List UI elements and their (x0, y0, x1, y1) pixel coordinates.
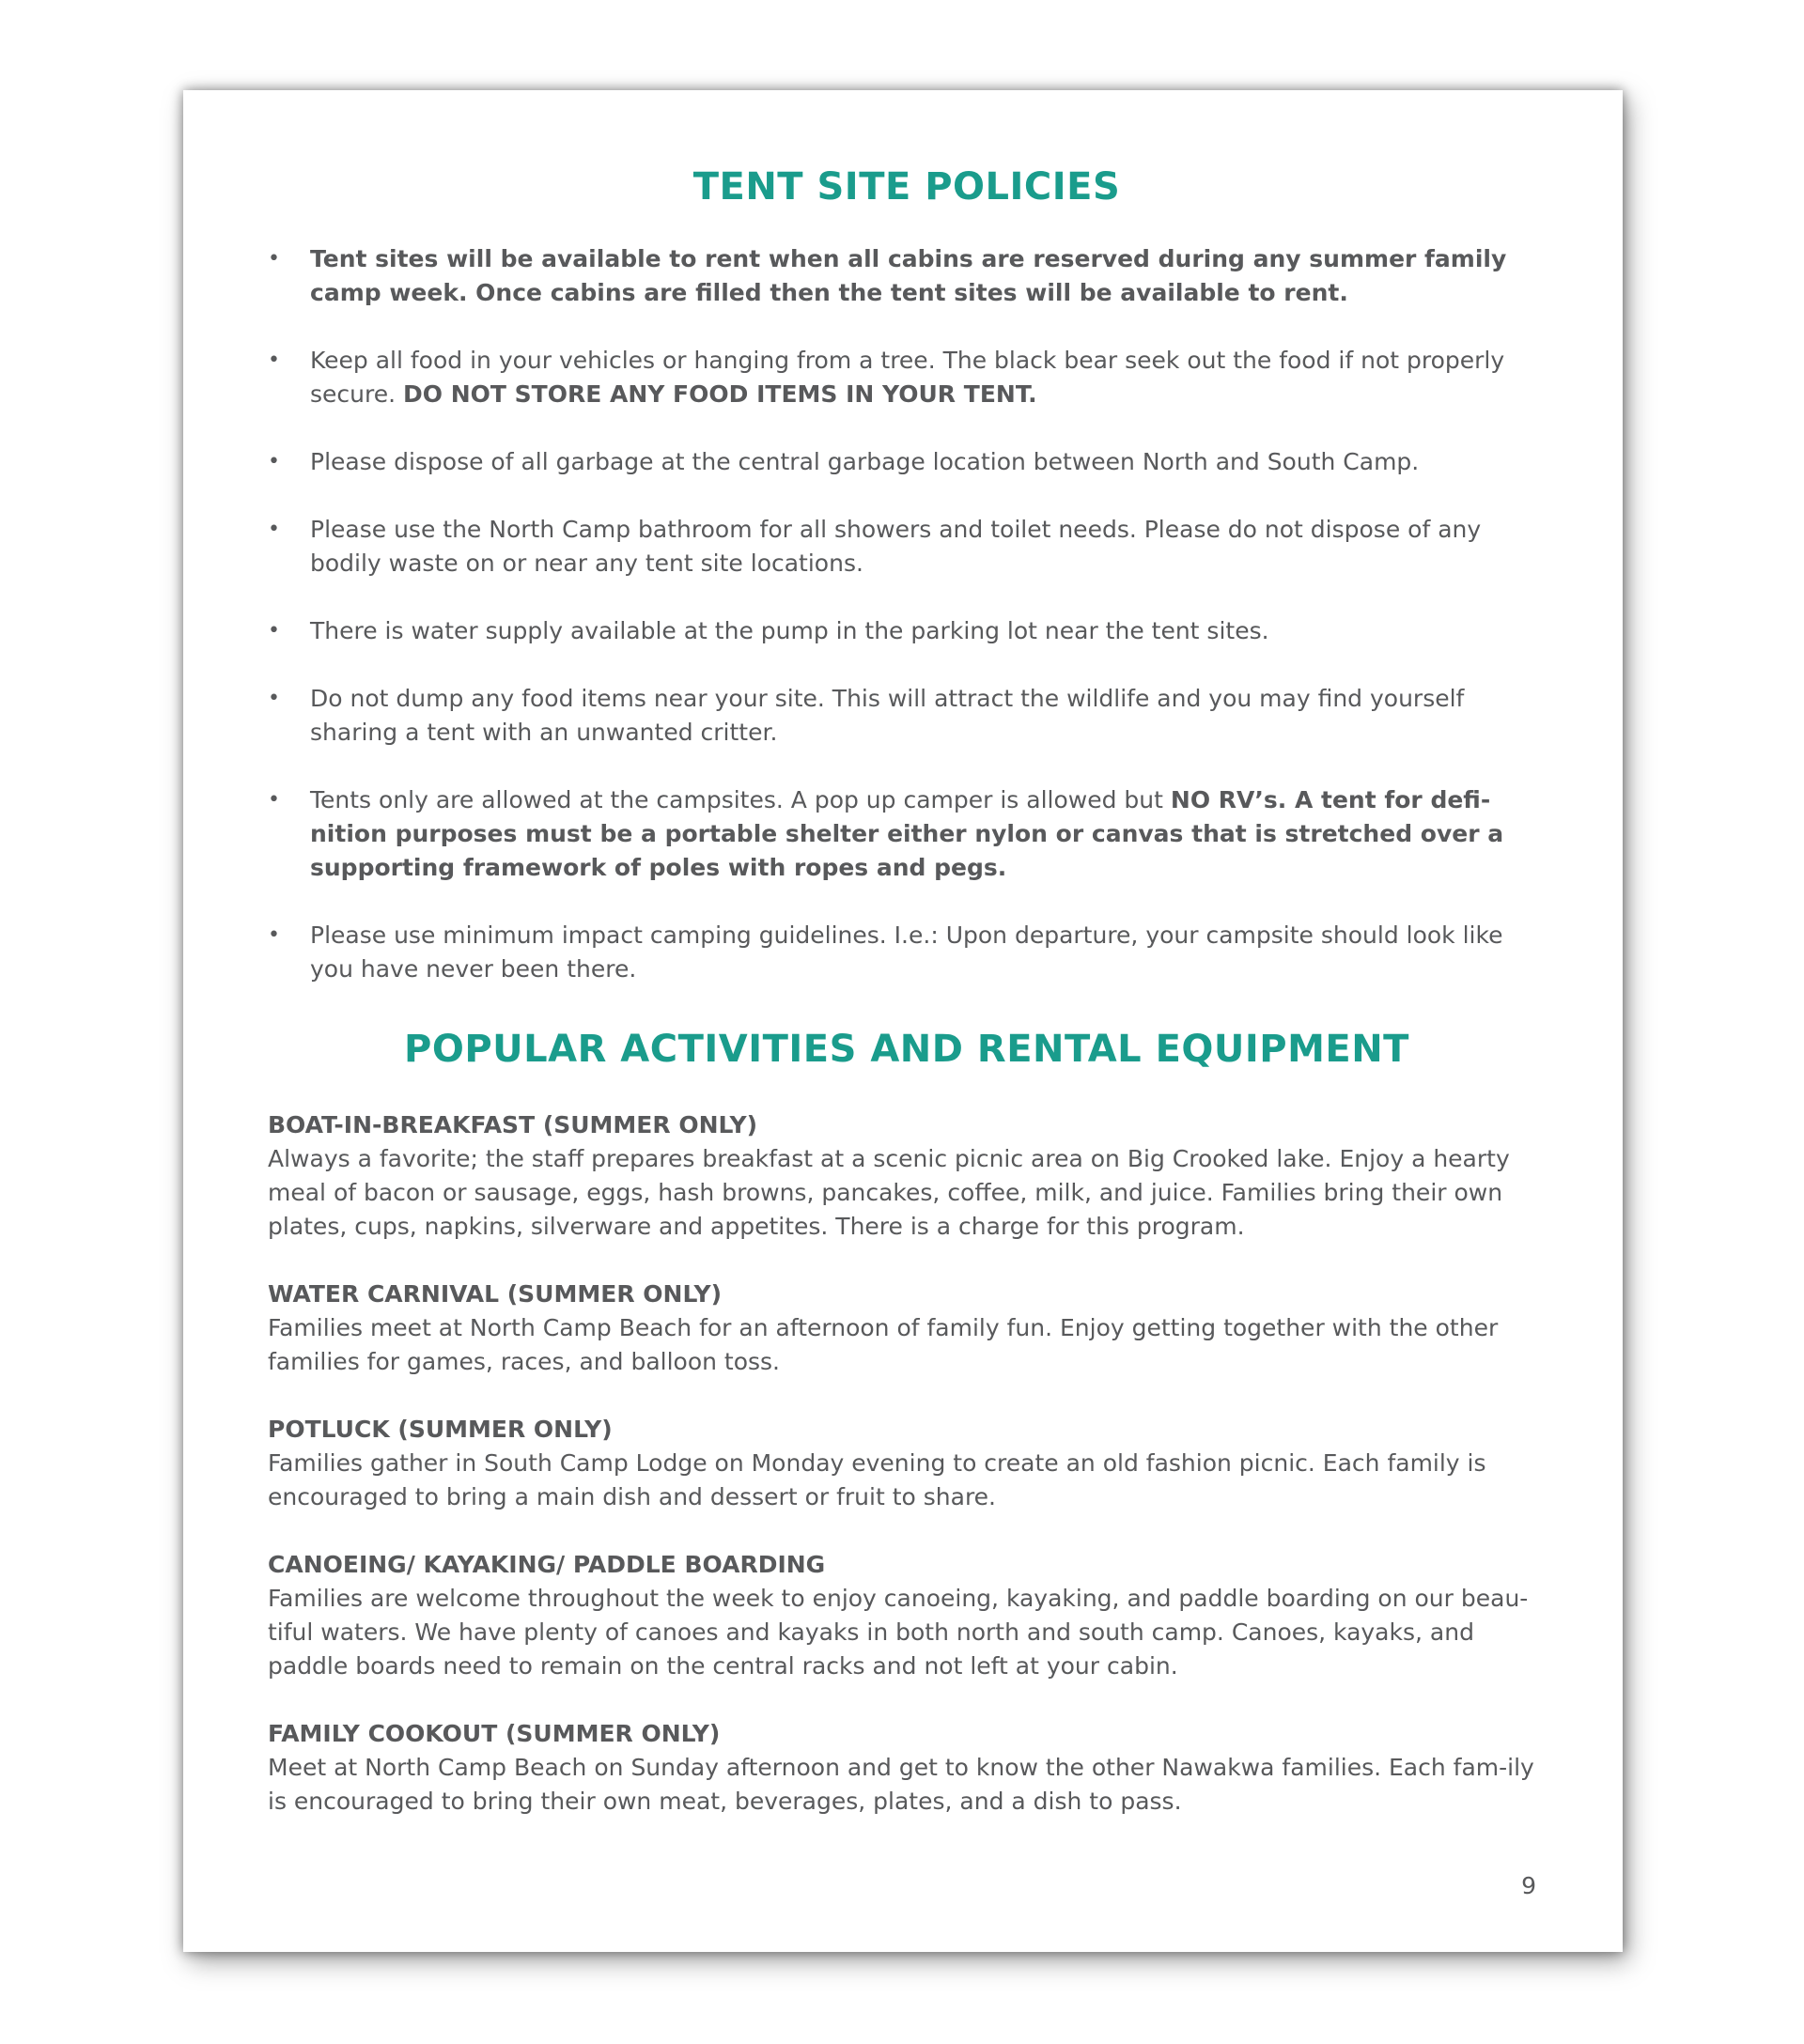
page-content (268, 165, 1546, 1819)
activities-title: POPULAR ACTIVITIES AND RENTAL EQUIPMENT (404, 1028, 1409, 1071)
policy-item (268, 344, 1546, 411)
tent-policy-list (268, 242, 1546, 986)
policy-item (268, 783, 1546, 885)
bullet-icon: • (268, 619, 280, 643)
policy-text: Please use the North Camp bathroom for all showers and toilet needs. Please do not dispose of any bodily waste on or near any tent site locations. (310, 516, 1482, 577)
activity-description: Always a favorite; the staff prepares breakfast at a scenic picnic area on Big Crooked lake. Enjoy a hearty meal of bacon or sausage, eggs, hash browns, pancakes, coffee, milk, and juice. Families bring their own plates, cups, napkins, silverware and appetites. There is a charge for this program. (268, 1145, 1510, 1240)
policy-text: Please use minimum impact camping guidelines. I.e.: Upon departure, your campsite should look like you have never been there. (310, 921, 1503, 983)
activity-canoeing (268, 1548, 1546, 1683)
policy-text: Please dispose of all garbage at the central garbage location between North and South Camp. (310, 448, 1420, 475)
bullet-icon: • (268, 348, 280, 372)
activity-heading: WATER CARNIVAL (SUMMER ONLY) (268, 1280, 723, 1308)
bullet-icon: • (268, 687, 280, 710)
document-page (183, 90, 1623, 1952)
policy-text: There is water supply available at the pump in the parking lot near the tent sites. (310, 617, 1269, 644)
activity-description: Families meet at North Camp Beach for an afternoon of family fun. Enjoy getting together with the other families for games, races, and balloon toss. (268, 1314, 1499, 1375)
activity-heading: POTLUCK (SUMMER ONLY) (268, 1416, 613, 1443)
policy-text: Tents only are allowed at the campsites. A pop up camper is allowed but (310, 786, 1171, 813)
activity-water-carnival (268, 1278, 1546, 1379)
page-number: 9 (1521, 1872, 1536, 1899)
bullet-icon: • (268, 450, 280, 473)
activity-description: Families gather in South Camp Lodge on Monday evening to create an old fashion picnic. Each family is encouraged to bring a main dish and dessert or fruit to share. (268, 1449, 1486, 1510)
bullet-icon: • (268, 923, 280, 947)
policy-text: Keep all food in your vehicles or hanging from a tree. The black bear seek out the food if not properly secure. (310, 347, 1505, 408)
policy-item (268, 242, 1546, 310)
policy-bold-text: Tent sites will be available to rent when all cabins are reserved during any summer family camp week. Once cabins are filled then the tent sites will be available to rent. (310, 245, 1507, 306)
tent-site-policies-title: TENT SITE POLICIES (692, 165, 1121, 209)
policy-item (268, 614, 1546, 648)
activity-description: Meet at North Camp Beach on Sunday afternoon and get to know the other Nawakwa families. Each fam-ily is encouraged to bring their own meat, beverages, plates, and a dish to pass. (268, 1754, 1534, 1815)
policy-bold-text: DO NOT STORE ANY FOOD ITEMS IN YOUR TENT. (403, 380, 1037, 408)
bullet-icon: • (268, 788, 280, 812)
activity-potluck (268, 1413, 1546, 1514)
activity-boat-in-breakfast (268, 1108, 1546, 1244)
activity-description: Families are welcome throughout the week to enjoy canoeing, kayaking, and paddle boarding on our beau-tiful waters. We have plenty of canoes and kayaks in both north and south camp. Canoes, kayaks, and paddle boards need to remain on the central racks and not left at your cabin. (268, 1585, 1529, 1680)
activity-heading: CANOEING/ KAYAKING/ PADDLE BOARDING (268, 1551, 826, 1578)
bullet-icon: • (268, 518, 280, 541)
policy-item (268, 919, 1546, 986)
policy-text: Do not dump any food items near your site. This will attract the wildlife and you may find yourself sharing a tent with an unwanted critter. (310, 685, 1465, 746)
bullet-icon: • (268, 247, 280, 271)
policy-item (268, 682, 1546, 750)
policy-item (268, 513, 1546, 581)
activity-heading: BOAT-IN-BREAKFAST (SUMMER ONLY) (268, 1111, 758, 1138)
policy-bold-text: NO RV’s. A tent for defi-nition purposes must be a portable shelter either nylon or canvas that is stretched over a supporting framework of poles with ropes and pegs. (310, 786, 1504, 881)
policy-item (268, 445, 1546, 479)
activity-family-cookout (268, 1717, 1546, 1819)
activity-heading: FAMILY COOKOUT (SUMMER ONLY) (268, 1720, 721, 1747)
